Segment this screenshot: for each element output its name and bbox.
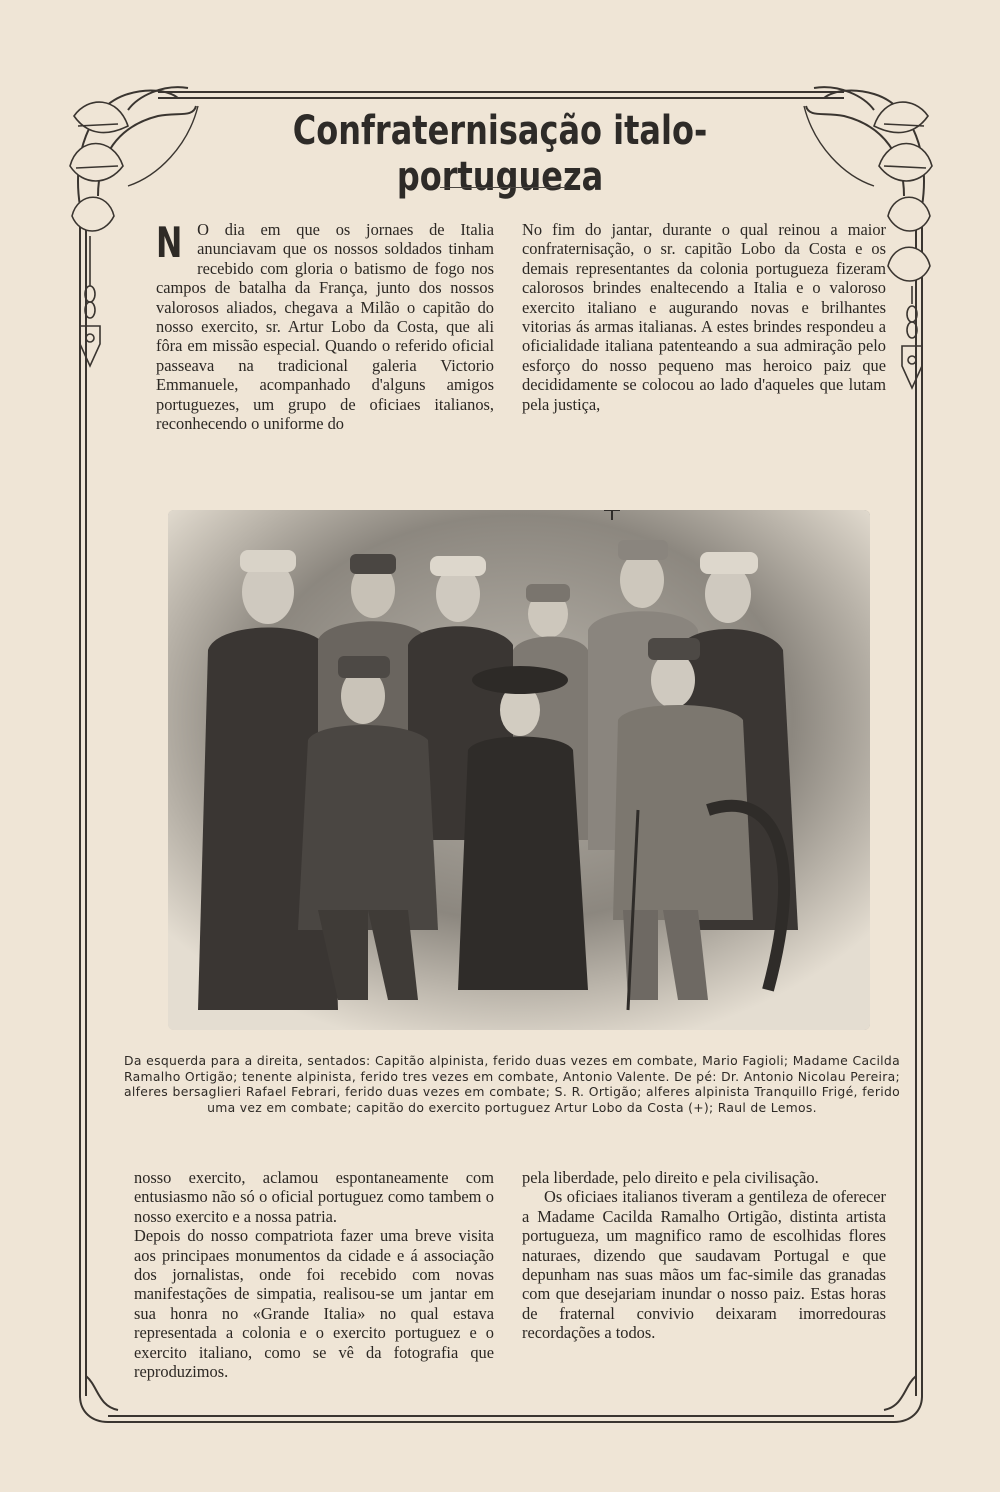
- column-top-left-text: O dia em que os jornaes de Italia anunciavam que os nossos soldados tinham recebido com gloria o batismo de fogo nos campos de batalha da França, junto dos nossos valorosos aliados, chegava a Milão o capitão do nosso exercito, sr. Artur Lobo da Costa, que ali fôra em missão especial. Quando o referido oficial passeava na tradicional galeria Victorio Emmanuele, acompanhado d'alguns amigos portuguezes, um grupo de oficiaes italianos, reconhecendo o uniforme do: [156, 220, 494, 434]
- article-title: Confraternisação italo-portugueza: [292, 108, 708, 200]
- column-bottom-left-para-1: nosso exercito, aclamou espontaneamente com entusiasmo não só o oficial portuguez como tambem o nosso exercito e a nossa patria.: [134, 1168, 494, 1226]
- column-top-left: [156, 220, 494, 433]
- photo-caption: Da esquerda para a direita, sentados: Capitão alpinista, ferido duas vezes em combate, Mario Fagioli; Madame Cacilda Ramalho Ortigão; tenente alpinista, ferido tres vezes em combate, Antonio Valente. De pé: Dr. Antonio Nicolau Pereira; alferes bersaglieri Rafael Febrari, ferido duas vezes em combate; S. R. Ortigão; alferes alpinista Tranquillo Frigé, ferido uma vez em combate; capitão do exercito portuguez Artur Lobo da Costa (+); Raul de Lemos.: [124, 1053, 900, 1115]
- column-bottom-left: [134, 1168, 494, 1381]
- column-top-right-text: No fim do jantar, durante o qual reinou a maior confraternisação, o sr. capitão Lobo da Costa e os demais representantes da colonia portugueza fizeram calorosos brindes enaltecendo a Italia e o valoroso exercito italiano e augurando novas e brilhantes vitorias ás armas italianas. A estes brindes respondeu a oficialidade italiana patenteando a sua admiração pelo esforço do nosso pequeno mas heroico paiz que decididamente se colocou ao lado d'aqueles que lutam pela justiça,: [522, 220, 886, 414]
- column-bottom-left-para-2: Depois do nosso compatriota fazer uma breve visita aos principaes monumentos da cidade e á associação dos jornalistas, onde foi recebido com novas manifestações de simpatia, realisou-se um jantar em sua honra no «Grande Italia» no qual estava representada a colonia e o exercito portuguez e o exercito italiano, como se vê da fotografia que reproduzimos.: [134, 1226, 494, 1382]
- title-divider: [440, 187, 566, 188]
- group-photograph: [168, 510, 870, 1030]
- column-top-right: [522, 220, 886, 414]
- column-bottom-right-para-2: Os oficiaes italianos tiveram a gentileza de oferecer a Madame Cacilda Ramalho Ortigão, distinta artista portugueza, um magnifico ramo de escolhidas flores naturaes, dizendo que saudavam Portugal e que depunham nas suas mãos um fac-simile das granadas com que desejariam inundar o nosso paiz. Estas horas de fraternal convivio deixaram imorredouras recordações a todos.: [522, 1187, 886, 1343]
- column-bottom-right: [522, 1168, 886, 1343]
- drop-cap: N: [156, 218, 183, 267]
- column-bottom-right-para-1: pela liberdade, pelo direito e pela civilisação.: [522, 1168, 819, 1187]
